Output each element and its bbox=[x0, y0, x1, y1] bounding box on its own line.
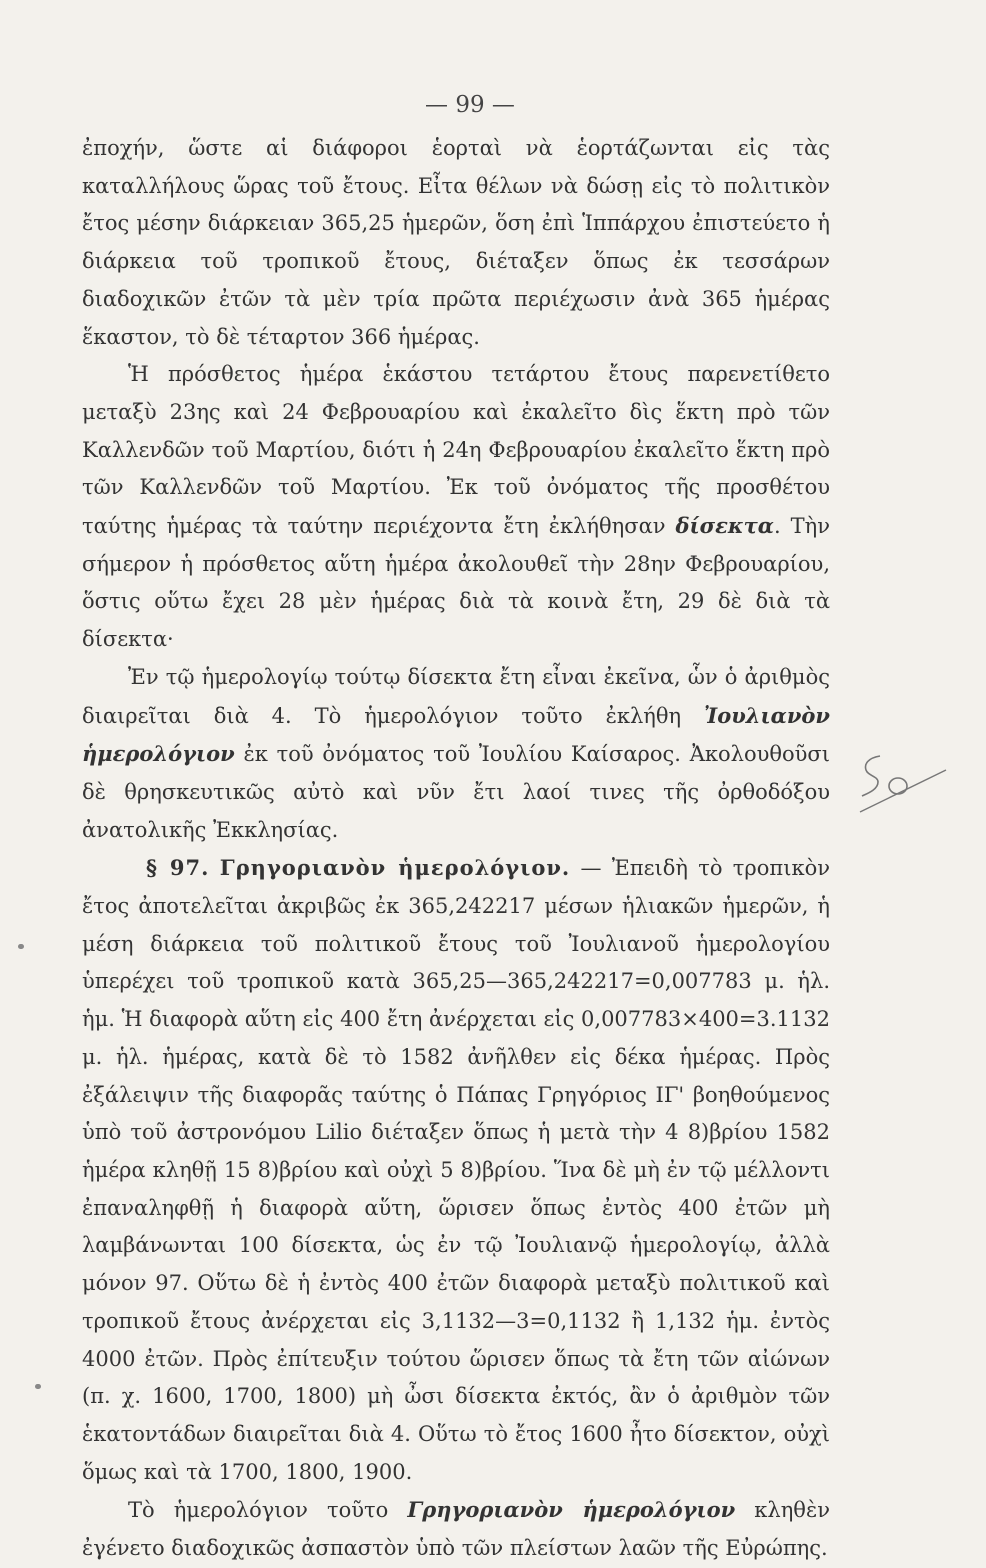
body-text bbox=[82, 130, 830, 1568]
term-gregorian-calendar: Γρηγοριανὸν ἡμερολόγιον bbox=[407, 1497, 736, 1523]
page-speck bbox=[18, 944, 24, 949]
paragraph-1: ἐποχήν, ὥστε αἱ διάφοροι ἑορταὶ νὰ ἑορτάζωνται εἰς τὰς καταλλήλους ὥρας τοῦ ἔτους. Εἶτα θέλων νὰ δώσῃ εἰς τὸ πολιτικὸν ἔτος μέσην διάρκειαν 365,25 ἡμερῶν, ὅση ἐπὶ Ἱππάρχου ἐπιστεύετο ἡ διάρκεια τοῦ τροπικοῦ ἔτους, διέταξεν ὅπως ἐκ τεσσάρων διαδοχικῶν ἐτῶν τὰ μὲν τρία πρῶτα περιέχωσιν ἀνὰ 365 ἡμέρας ἕκαστον, τὸ δὲ τέταρτον 366 ἡμέρας. bbox=[82, 136, 830, 349]
term-disekta: δίσεκτα bbox=[675, 513, 774, 539]
paragraph-3-text-a: Ἐν τῷ ἡμερολογίῳ τούτῳ δίσεκτα ἔτη εἶναι ἐκεῖνα, ὧν ὁ ἀριθμὸς διαιρεῖται διὰ 4. Τὸ ἡμερολόγιον τοῦτο ἐκλήθη bbox=[82, 664, 830, 728]
paragraph-last bbox=[82, 1491, 830, 1567]
section-heading: Γρηγοριανὸν ἡμερολόγιον. bbox=[219, 855, 571, 881]
paragraph-2-text-a: Ἡ πρόσθετος ἡμέρα ἑκάστου τετάρτου ἔτους παρενετίθετο μεταξὺ 23ης καὶ 24 Φεβρουαρίου καὶ ἐκαλεῖτο δὶς ἕκτη πρὸ τῶν Καλλενδῶν τοῦ Μαρτίου, διότι ἡ 24η Φεβρουαρίου ἐκαλεῖτο ἕκτη πρὸ τῶν Καλλενδῶν τοῦ Μαρτίου. Ἐκ τοῦ ὀνόματος τῆς προσθέτου ταύτης ἡμέρας τὰ ταύτην περιέχοντα ἔτη ἐκλήθησαν bbox=[82, 362, 830, 539]
paragraph-2-text-b: . Τὴν σήμερον ἡ πρόσθετος αὕτη ἡμέρα ἀκολουθεῖ τὴν 28ην Φεβρουαρίου, ὅστις οὕτω ἔχει 28 μὲν ἡμέρας διὰ τὰ κοινὰ ἔτη, 29 δὲ διὰ τὰ δίσεκτα· bbox=[82, 514, 830, 652]
paragraph-3 bbox=[82, 659, 830, 850]
paragraph-2 bbox=[82, 356, 830, 659]
page-number: — 99 — bbox=[425, 92, 515, 118]
paragraph-3-text-b: ἐκ τοῦ ὀνόματος τοῦ Ἰουλίου Καίσαρος. Ἀκολουθοῦσι δὲ θρησκευτικῶς αὐτὸ καὶ νῦν ἔτι λαοί τινες τῆς ὀρθοδόξου ἀνατολικῆς Ἐκκλησίας. bbox=[82, 742, 830, 842]
paragraph-last-text-b: κληθὲν ἐγένετο διαδοχικῶς ἀσπαστὸν ὑπὸ τῶν πλείστων λαῶν τῆς Εὐρώπης. bbox=[82, 1498, 830, 1561]
term-julian-calendar: Ἰουλιανὸν ἡμερολόγιον bbox=[82, 702, 830, 767]
handwritten-margin-note bbox=[858, 750, 948, 820]
section-97-paragraph bbox=[82, 849, 830, 1491]
paragraph-last-text-a: Τὸ ἡμερολόγιον τοῦτο bbox=[128, 1498, 389, 1523]
page-speck bbox=[35, 1384, 41, 1389]
section-number: § 97. bbox=[146, 855, 210, 881]
section-97-text: — Ἐπειδὴ τὸ τροπικὸν ἔτος ἀποτελεῖται ἀκριβῶς ἐκ 365,242217 μέσων ἡλιακῶν ἡμερῶν, ἡ μέση διάρκεια τοῦ πολιτικοῦ ἔτους τοῦ Ἰουλιανοῦ ἡμερολογίου ὑπερέχει τοῦ τροπικοῦ κατὰ 365,25—365,242217=0,007783 μ. ἡλ. ἡμ. Ἡ διαφορὰ αὕτη εἰς 400 ἔτη ἀνέρχεται εἰς 0,007783×400=3.1132 μ. ἡλ. ἡμέρας, κατὰ δὲ τὸ 1582 ἀνῆλθεν εἰς δέκα ἡμέρας. Πρὸς ἐξάλειψιν τῆς διαφορᾶς ταύτης ὁ Πάπας Γρηγόριος ΙΓ' βοηθούμενος ὑπὸ τοῦ ἀστρονόμου Lilio διέταξεν ὅπως ἡ μετὰ τὴν 4 8)βρίου 1582 ἡμέρα κληθῇ 15 8)βρίου καὶ οὐχὶ 5 8)βρίου. Ἵνα δὲ μὴ ἐν τῷ μέλλοντι ἐπαναληφθῇ ἡ διαφορὰ αὕτη, ὥρισεν ὅπως ἐντὸς 400 ἐτῶν μὴ λαμβάνωνται 100 δίσεκτα, ὡς ἐν τῷ Ἰουλιανῷ ἡμερολογίῳ, ἀλλὰ μόνον 97. Οὕτω δὲ ἡ ἐντὸς 400 ἐτῶν διαφορὰ μεταξὺ πολιτικοῦ καὶ τροπικοῦ ἔτους ἀνέρχεται εἰς 3,1132—3=0,1132 ἢ 1,132 ἡμ. ἐντὸς 4000 ἐτῶν. Πρὸς ἐπίτευξιν τούτου ὥρισεν ὅπως τὰ ἔτη τῶν αἰώνων (π. χ. 1600, 1700, 1800) μὴ ὦσι δίσεκτα ἐκτός, ἂν ὁ ἀριθμὸν τῶν ἑκατοντάδων διαιρεῖται διὰ 4. Οὕτω τὸ ἔτος 1600 ἦτο δίσεκτον, οὐχὶ ὅμως καὶ τὰ 1700, 1800, 1900. bbox=[82, 856, 830, 1484]
